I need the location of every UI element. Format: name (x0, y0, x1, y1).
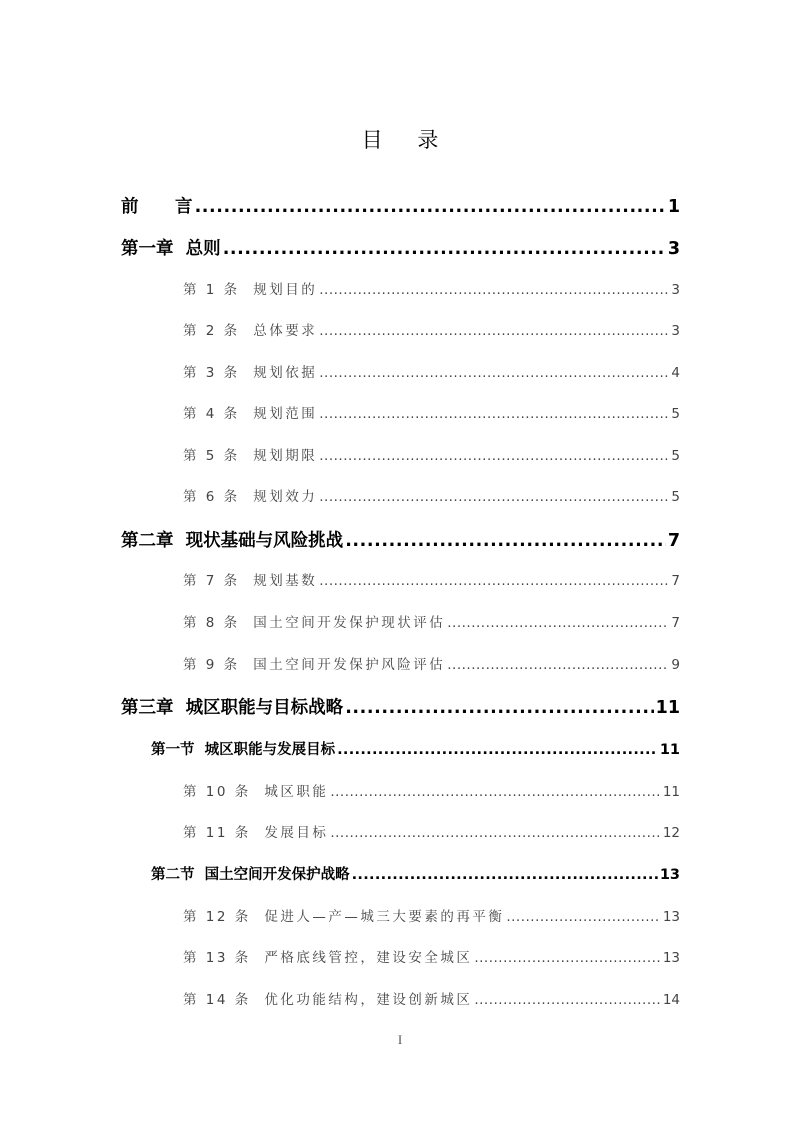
toc-entry-page-number: 3 (667, 239, 680, 259)
dot-leader (330, 784, 660, 800)
toc-entry-article[interactable] (183, 611, 680, 631)
toc-entry-label: 第 3 条 规划依据 (183, 365, 318, 381)
toc-entry-label: 第二节 国土空间开发保护战略 (151, 867, 350, 883)
toc-entry-label: 第 12 条 促进人—产—城三大要素的再平衡 (183, 909, 505, 925)
dot-leader (319, 448, 669, 464)
toc-entry-label: 第 2 条 总体要求 (183, 323, 318, 339)
page-number: I (397, 1032, 403, 1047)
dot-leader (319, 573, 669, 589)
toc-entry-article[interactable] (183, 485, 680, 505)
toc-entry-page-number: 14 (662, 992, 680, 1008)
dot-leader (223, 239, 666, 259)
toc-entry-article[interactable] (183, 821, 680, 841)
dot-leader (345, 698, 653, 718)
toc-entry-article[interactable] (183, 319, 680, 339)
toc-entry-article[interactable] (183, 988, 680, 1008)
toc-entry-article[interactable] (183, 569, 680, 589)
toc-entry-label: 第 8 条 国土空间开发保护现状评估 (183, 615, 446, 631)
toc-entry-article[interactable] (183, 278, 680, 298)
toc-entry-page-number: 3 (671, 323, 680, 339)
toc-entry-page-number: 13 (662, 909, 680, 925)
dot-leader (474, 950, 660, 966)
toc-entry-page-number: 11 (659, 742, 680, 758)
toc-entry-chapter[interactable] (121, 235, 680, 260)
dot-leader (352, 867, 658, 883)
toc-entry-page-number: 11 (662, 784, 680, 800)
toc-entry-label: 第 4 条 规划范围 (183, 406, 318, 422)
dot-leader (506, 909, 660, 925)
toc-entry-label: 第一节 城区职能与发展目标 (151, 742, 336, 758)
page-title: 目 录 (361, 128, 453, 152)
toc-entry-label: 第一章 总则 (121, 239, 221, 259)
toc-entry-label: 第 13 条 严格底线管控，建设安全城区 (183, 950, 473, 966)
toc-entry-article[interactable] (183, 946, 680, 966)
toc-entry-label: 第 5 条 规划期限 (183, 448, 318, 464)
toc-entry-label: 第 1 条 规划目的 (183, 282, 318, 298)
dot-leader (337, 742, 658, 758)
toc-entry-page-number: 7 (671, 573, 680, 589)
dot-leader (447, 615, 669, 631)
dot-leader (319, 489, 669, 505)
dot-leader (195, 197, 666, 217)
toc-entry-page-number: 13 (662, 950, 680, 966)
toc-entry-article[interactable] (183, 780, 680, 800)
dot-leader (345, 531, 666, 551)
toc-entry-label: 第 14 条 优化功能结构，建设创新城区 (183, 992, 473, 1008)
toc-entry-chapter[interactable] (121, 193, 680, 218)
toc-entry-article[interactable] (183, 361, 680, 381)
dot-leader (474, 992, 660, 1008)
dot-leader (330, 825, 660, 841)
toc-entry-chapter[interactable] (121, 694, 680, 719)
toc-entry-page-number: 7 (671, 615, 680, 631)
toc-entry-page-number: 3 (671, 282, 680, 298)
toc-entry-page-number: 5 (671, 406, 680, 422)
toc-entry-label: 第三章 城区职能与目标战略 (121, 698, 344, 718)
toc-entry-label: 第 7 条 规划基数 (183, 573, 318, 589)
dot-leader (319, 406, 669, 422)
dot-leader (447, 657, 669, 673)
dot-leader (319, 365, 669, 381)
toc-entry-article[interactable] (183, 444, 680, 464)
toc-entry-page-number: 5 (671, 489, 680, 505)
toc-entry-label: 第 6 条 规划效力 (183, 489, 318, 505)
toc-entry-chapter[interactable] (121, 527, 680, 552)
toc-entry-page-number: 1 (667, 197, 680, 217)
toc-entry-section[interactable] (151, 863, 680, 884)
toc-entry-page-number: 11 (655, 698, 680, 718)
toc-entry-label: 第 10 条 城区职能 (183, 784, 329, 800)
toc-entry-article[interactable] (183, 402, 680, 422)
dot-leader (319, 323, 669, 339)
toc-entry-label: 第 9 条 国土空间开发保护风险评估 (183, 657, 446, 673)
dot-leader (319, 282, 669, 298)
toc-entry-page-number: 5 (671, 448, 680, 464)
toc-entry-page-number: 13 (659, 867, 680, 883)
toc-entry-page-number: 12 (662, 825, 680, 841)
toc-entry-article[interactable] (183, 653, 680, 673)
toc-entry-section[interactable] (151, 738, 680, 759)
toc-entry-label: 第 11 条 发展目标 (183, 825, 329, 841)
toc-entry-page-number: 4 (671, 365, 680, 381)
toc-entry-label: 第二章 现状基础与风险挑战 (121, 531, 344, 551)
toc-entry-label: 前 言 (121, 197, 193, 217)
toc-entry-article[interactable] (183, 905, 680, 925)
toc-entry-page-number: 9 (671, 657, 680, 673)
toc-entry-page-number: 7 (667, 531, 680, 551)
